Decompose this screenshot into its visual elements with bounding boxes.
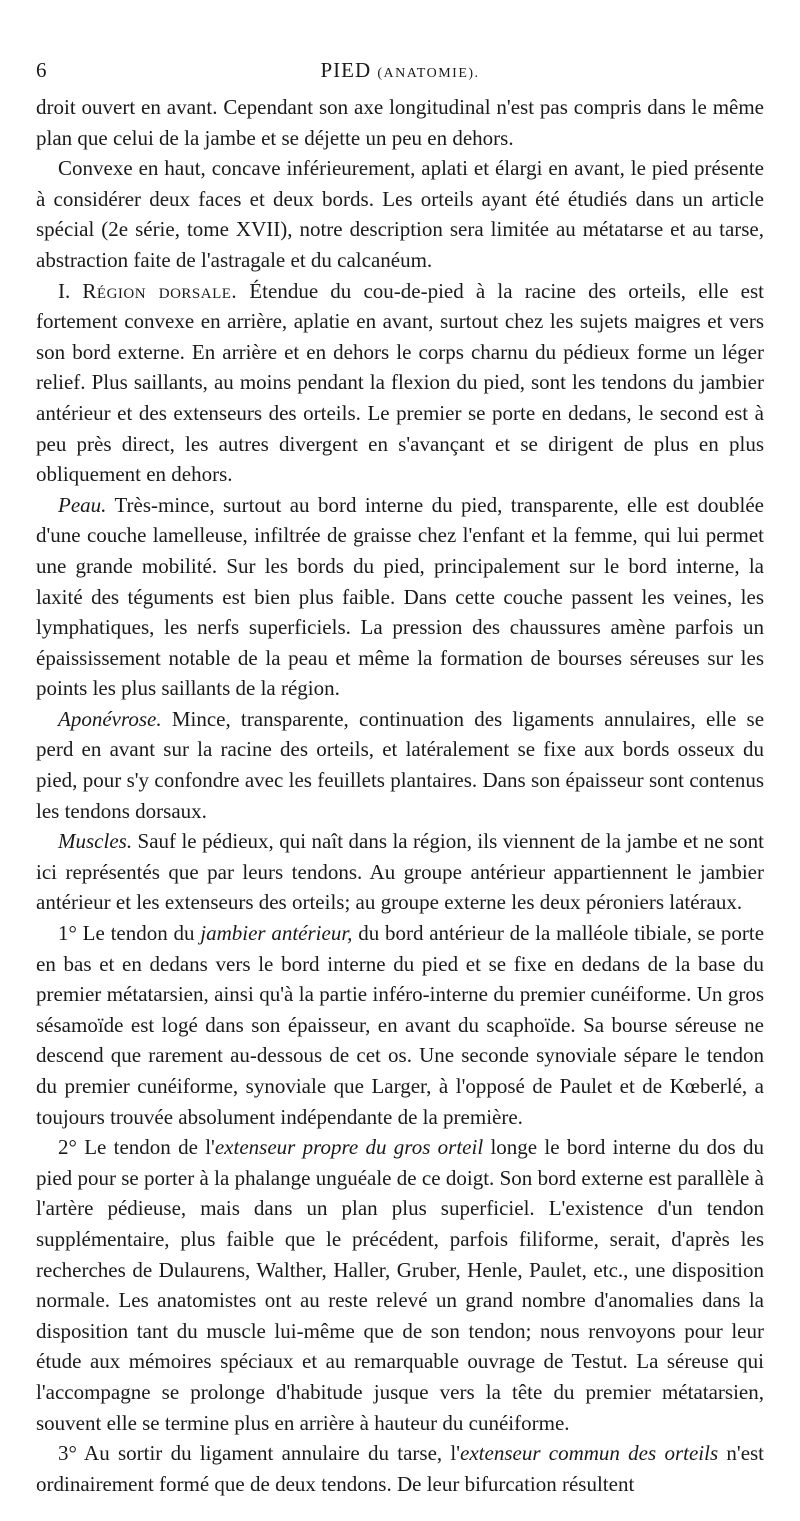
item-jambier-anterieur	[36, 918, 764, 1132]
paragraph-text: droit ouvert en avant. Cependant son axe longitudinal n'est pas compris dans le même plan que celui de la jambe et se déjette un peu en dehors.	[36, 95, 764, 150]
item-term: jambier antérieur,	[200, 921, 353, 946]
item-number: 1°	[58, 921, 77, 946]
subsection-heading: Aponévrose.	[58, 706, 162, 731]
subsection-heading: Peau.	[58, 492, 107, 517]
subsection-aponevrose	[36, 704, 764, 826]
item-lead: Le tendon de l'	[84, 1135, 215, 1160]
paragraph-continuation	[36, 92, 764, 153]
section-dorsal-region	[36, 276, 764, 490]
item-extenseur-commun	[36, 1438, 764, 1499]
subsection-peau	[36, 490, 764, 704]
item-number: 3°	[58, 1441, 77, 1466]
item-extenseur-propre	[36, 1132, 764, 1438]
running-title-sub: (ANATOMIE).	[377, 66, 480, 81]
paragraph-text: n'est ordinairement formé que de deux tendons. De leur bifurcation résultent	[36, 1441, 765, 1496]
running-header	[36, 58, 764, 92]
paragraph-intro	[36, 153, 764, 275]
paragraph-text: longe le bord interne du dos du pied pour se porter à la phalange unguéale de ce doigt. Son bord externe est parallèle à l'artère pédieuse, mais dans un plan plus superficiel. L'existence d'un tendon supplémentaire, plus faible que le précédent, parfois filiforme, serait, d'après les recherches de Dulaurens, Walther, Haller, Gruber, Henle, Paulet, etc., une disposition normale. Les anatomistes ont au reste relevé un grand nombre d'anomalies dans la disposition tant du muscle lui-même que de son tendon; nous renvoyons pour leur étude aux mémoires spéciaux et au remarquable ouvrage de Testut. La séreuse qui l'accompagne se prolonge d'habitude jusque vers la tête du premier métatarsien, souvent elle se termine plus en arrière à hauteur du cunéiforme.	[36, 1135, 765, 1435]
item-term: extenseur propre du gros orteil	[214, 1135, 484, 1160]
running-title-main: PIED	[320, 58, 372, 82]
section-number: I.	[58, 278, 71, 303]
paragraph-text: Sauf le pédieux, qui naît dans la région, ils viennent de la jambe et ne sont ici représentés que par leurs tendons. Au groupe antérieur appartiennent le jambier antérieur et les extenseurs des orteils; au groupe externe les deux péroniers latéraux.	[36, 829, 764, 915]
page-number: 6	[36, 58, 48, 82]
item-lead: Au sortir du ligament annulaire du tarse, l'	[84, 1441, 461, 1466]
running-title	[76, 58, 764, 83]
item-number: 2°	[58, 1135, 77, 1160]
item-term: extenseur commun des orteils	[460, 1441, 719, 1466]
paragraph-text: du bord antérieur de la malléole tibiale, se porte en bas et en dedans vers le bord interne du pied et se fixe en dedans de la base du premier métatarsien, ainsi qu'à la partie inféro-interne du premier cunéiforme. Un gros sésamoïde est logé dans son épaisseur, en avant du scaphoïde. Sa bourse séreuse ne descend que rarement au-dessous de cet os. Une seconde synoviale sépare le tendon du premier cunéiforme, synoviale que Larger, à l'opposé de Paulet et de Kœberlé, a toujours trouvée absolument indépendante de la première.	[36, 921, 765, 1129]
paragraph-text: Étendue du cou-de-pied à la racine des orteils, elle est fortement convexe en arrière, aplatie en avant, surtout chez les sujets maigres et vers son bord externe. En arrière et en dehors le corps charnu du pédieux forme un léger relief. Plus saillants, au moins pendant la flexion du pied, sont les tendons du jambier antérieur et des extenseurs des orteils. Le premier se porte en dedans, le second est à peu près direct, les autres divergent en s'avançant et se dirigent de plus en plus obliquement en dehors.	[36, 278, 765, 487]
subsection-heading: Muscles.	[58, 829, 133, 854]
section-heading: Région dorsale.	[82, 278, 238, 303]
paragraph-text: Mince, transparente, continuation des ligaments annulaires, elle se perd en avant sur la racine des orteils, et latéralement se fixe aux bords osseux du pied, pour s'y confondre avec les feuillets plantaires. Dans son épaisseur sont contenus les tendons dorsaux.	[36, 706, 765, 823]
paragraph-text: Convexe en haut, concave inférieurement, aplati et élargi en avant, le pied présente à considérer deux faces et deux bords. Les orteils ayant été étudiés dans un article spécial (2e série, tome XVII), notre description sera limitée au métatarse et au tarse, abstraction faite de l'astragale et du calcanéum.	[36, 156, 764, 272]
subsection-muscles	[36, 826, 764, 918]
body-text	[36, 92, 764, 1499]
item-lead: Le tendon du	[82, 921, 195, 946]
paragraph-text: Très-mince, surtout au bord interne du pied, transparente, elle est doublée d'une couche lamelleuse, infiltrée de graisse chez l'enfant et la femme, qui lui permet une grande mobilité. Sur les bords du pied, principalement sur le bord interne, la laxité des téguments est bien plus faible. Dans cette couche passent les veines, les lymphatiques, les nerfs superficiels. La pression des chaussures amène parfois un épaississement notable de la peau et même la formation de bourses séreuses sur les points les plus saillants de la région.	[36, 492, 764, 701]
